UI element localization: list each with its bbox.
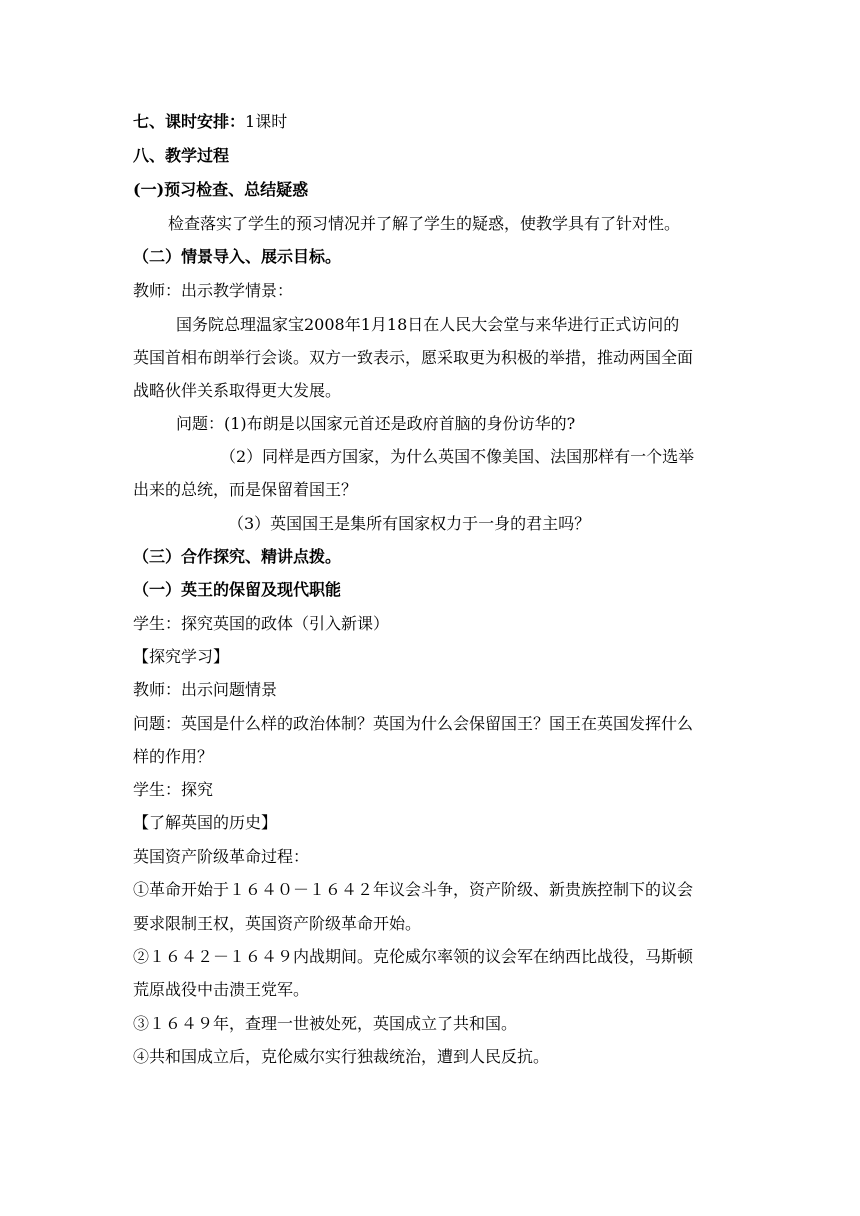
part-2-heading: （二）情景导入、展示目标。 bbox=[133, 247, 342, 266]
revolution-process-label: 英国资产阶级革命过程： bbox=[133, 847, 310, 866]
part-1-heading: (一)预习检查、总结疑惑 bbox=[133, 180, 309, 199]
question-3: （3）英国国王是集所有国家权力于一身的君主吗？ bbox=[228, 514, 591, 533]
question-1: 问题：(1)布朗是以国家元首还是政府首脑的身份访华的? bbox=[176, 414, 576, 433]
question-2-line-1: （2）同样是西方国家，为什么英国不像美国、法国那样有一个选举 bbox=[220, 447, 695, 466]
history-item-1-line-2: 要求限制王权，英国资产阶级革命开始。 bbox=[133, 914, 422, 933]
scene-text-line-3: 战略伙伴关系取得更大发展。 bbox=[133, 381, 342, 400]
explore-study-label: 【探究学习】 bbox=[133, 647, 230, 666]
history-item-2-line-1: ②１６４２－１６４９内战期间。克伦威尔率领的议会军在纳西比战役，马斯顿 bbox=[133, 947, 694, 966]
question-text-line-2: 样的作用？ bbox=[133, 747, 214, 766]
section-8-heading: 八、教学过程 bbox=[133, 146, 230, 165]
scene-text-line-2: 英国首相布朗举行会谈。双方一致表示，愿采取更为积极的举措，推动两国全面 bbox=[133, 348, 694, 367]
question-text-line-1: 问题：英国是什么样的政治体制？英国为什么会保留国王？国王在英国发挥什么 bbox=[133, 714, 694, 733]
student-explore-line: 学生：探究英国的政体（引入新课） bbox=[133, 614, 390, 633]
history-item-2-line-2: 荒原战役中击溃王党军。 bbox=[133, 980, 310, 999]
student-answer-line: 学生：探究 bbox=[133, 780, 214, 799]
section-7-heading: 七、课时安排： bbox=[133, 112, 246, 131]
section-7-line bbox=[133, 111, 733, 133]
history-item-1-line-1: ①革命开始于１６４０－１６４２年议会斗争，资产阶级、新贵族控制下的议会 bbox=[133, 880, 694, 899]
history-label: 【了解英国的历史】 bbox=[133, 813, 278, 832]
history-item-4: ④共和国成立后，克伦威尔实行独裁统治，遭到人民反抗。 bbox=[133, 1047, 550, 1066]
part-3-heading: （三）合作探究、精讲点拨。 bbox=[133, 547, 342, 566]
question-2-line-2: 出来的总统，而是保留着国王？ bbox=[133, 480, 358, 499]
teacher-question-label: 教师：出示问题情景 bbox=[133, 680, 278, 699]
part-3-sub-heading: （一）英王的保留及现代职能 bbox=[133, 580, 342, 599]
section-7-value: 1课时 bbox=[245, 112, 288, 131]
scene-text-line-1: 国务院总理温家宝2008年1月18日在人民大会堂与来华进行正式访问的 bbox=[176, 315, 680, 334]
history-item-3: ③１６４９年，查理一世被处死，英国成立了共和国。 bbox=[133, 1014, 518, 1033]
part-1-body: 检查落实了学生的预习情况并了解了学生的疑惑，使教学具有了针对性。 bbox=[168, 214, 681, 233]
teacher-scene-label: 教师：出示教学情景： bbox=[133, 281, 294, 300]
